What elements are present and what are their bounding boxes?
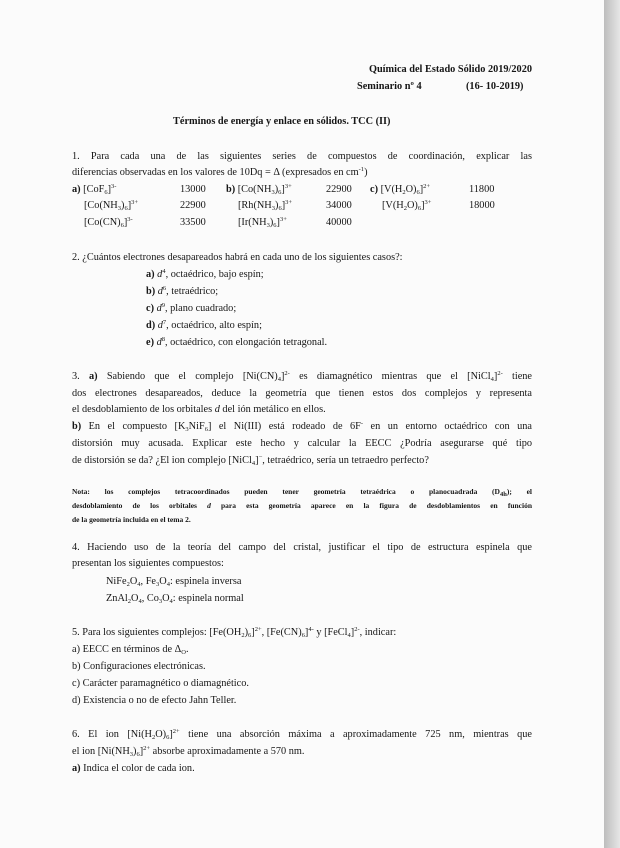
course-title: Química del Estado Sólido 2019/2020: [368, 64, 532, 75]
q2-item-b: b) $d^6$, tetraédrico;: [146, 285, 219, 297]
q3-line6: de distorsión se da? ¿El ion complejo [NiCl$_4$]−, tetraédrico, sería un tetraedro perfecto?: [72, 454, 429, 467]
q3-line1: 3. a) Sabiendo que el complejo $[Ni(CN)_4]^{2-}$ es diamagnético mientras que el [NiCl$_4$]$^{2-}$ tiene: [72, 370, 533, 383]
q1-value-a1: 13000: [180, 184, 206, 195]
q1-series-a-3: $[Co(CN)_6]^{3-}$: [84, 216, 133, 229]
q1-line1: 1. Para cada una de las siguientes series de compuestos de coordinación, explicar las: [72, 151, 532, 162]
q3-line4: b) En el compuesto $[K_3NiF_6]$ el Ni(III) está rodeado de 6F- en un entorno octaédrico con una: [72, 420, 532, 433]
q2-item-e: e) $d^8$, octaédrico, con elongación tetragonal.: [146, 336, 328, 348]
q1-series-b-2: $[Rh(NH_3)_6]^{3+}$: [238, 199, 293, 212]
q4-normal: $ZnAl_2O_4$, $Co_3O_4$: espinela normal: [106, 593, 244, 605]
q3-line5: distorsión muy acusada. Explicar este hecho y calcular la EECC ¿Podría asegurarse qué tipo: [72, 438, 532, 449]
q1-line2: diferencias observadas en los valores de 10Dq = Δ (expresados en $cm^{-1}$): [72, 166, 368, 178]
q5-item-c: c) Carácter paramagnético o diamagnético.: [72, 678, 249, 689]
q2-intro: 2. ¿Cuántos electrones desapareados habrá en cada uno de los siguientes casos?:: [72, 252, 403, 263]
note-line2: desdoblamiento de los orbitales d para esta geometría aparece en la figura de desdoblamientos en función: [72, 501, 532, 510]
seminar-date: (16- 10-2019): [466, 81, 524, 92]
q2-item-d: d) $d^7$, octaédrico, alto espín;: [146, 319, 262, 331]
q5-item-a: a) EECC en términos de $\Delta_O$.: [72, 644, 189, 656]
q6-line1: 6. El ion $[Ni(H_2O)_6]^{2+}$ tiene una absorción máxima a aproximadamente 725 nm, mientras que: [72, 728, 532, 741]
q1-series-b-3: $[Ir(NH_3)_6]^{3+}$: [238, 216, 287, 229]
q4-line1: 4. Haciendo uso de la teoría del campo del cristal, justificar el tipo de estructura espinela que: [72, 542, 532, 553]
q1-series-a: a) $[CoF_6]^{3-}$: [72, 183, 117, 196]
q1-series-a-2: $[Co(NH_3)_6]^{3+}$: [84, 199, 139, 212]
q1-series-c: c) $[V(H_2O)_6]^{2+}$: [370, 183, 431, 196]
q3-line2: dos electrones desapareados, deduce la geometría que tienen estos dos complejos y representa: [72, 388, 532, 399]
note-line1: Nota: los complejos tetracoordinados pueden tener geometría tetraédrica o planocuadrada $(D_{4h})$; el: [72, 487, 532, 498]
q4-line2: presentan los siguientes compuestos:: [72, 558, 224, 569]
q6-item-a: a) Indica el color de cada ion.: [72, 763, 195, 774]
q6-line2: el ion $[Ni(NH_3)_6]^{2+}$ absorbe aproximadamente a 570 nm.: [72, 745, 305, 758]
q5-item-d: d) Existencia o no de efecto Jahn Teller.: [72, 695, 237, 706]
q1-series-c-2: $[V(H_2O)_6]^{3+}$: [382, 199, 432, 212]
q1-value-c1: 11800: [469, 184, 495, 195]
q1-value-a3: 33500: [180, 217, 206, 228]
page-title: Términos de energía y enlace en sólidos. TCC (II): [173, 116, 391, 127]
q1-value-a2: 22900: [180, 200, 206, 211]
q2-item-a: a) $d^4$, octaédrico, bajo espín;: [146, 268, 264, 280]
q5-item-b: b) Configuraciones electrónicas.: [72, 661, 206, 672]
note-line3: de la geometría incluida en el tema 2.: [72, 515, 191, 524]
q5-intro: 5. Para los siguientes complejos: $[Fe(OH_2)_6]^{2+}$, $[Fe(CN)_6]^{4-}$ y [FeCl$_4$]$^{2-}$, indicar:: [72, 626, 397, 639]
q1-value-b3: 40000: [326, 217, 352, 228]
page-edge-shadow: [604, 0, 620, 848]
q1-value-c2: 18000: [469, 200, 495, 211]
q3-line3: el desdoblamiento de los orbitales d del ión metálico en ellos.: [72, 404, 326, 415]
q2-item-c: c) $d^9$, plano cuadrado;: [146, 302, 237, 314]
q4-inverse: $NiFe_2O_4$, $Fe_3O_4$: espinela inversa: [106, 576, 242, 588]
q1-series-b: b) $[Co(NH_3)_6]^{3+}$: [226, 183, 292, 196]
q1-value-b1: 22900: [326, 184, 352, 195]
q1-value-b2: 34000: [326, 200, 352, 211]
seminar-number: Seminario nº 4: [357, 81, 422, 92]
